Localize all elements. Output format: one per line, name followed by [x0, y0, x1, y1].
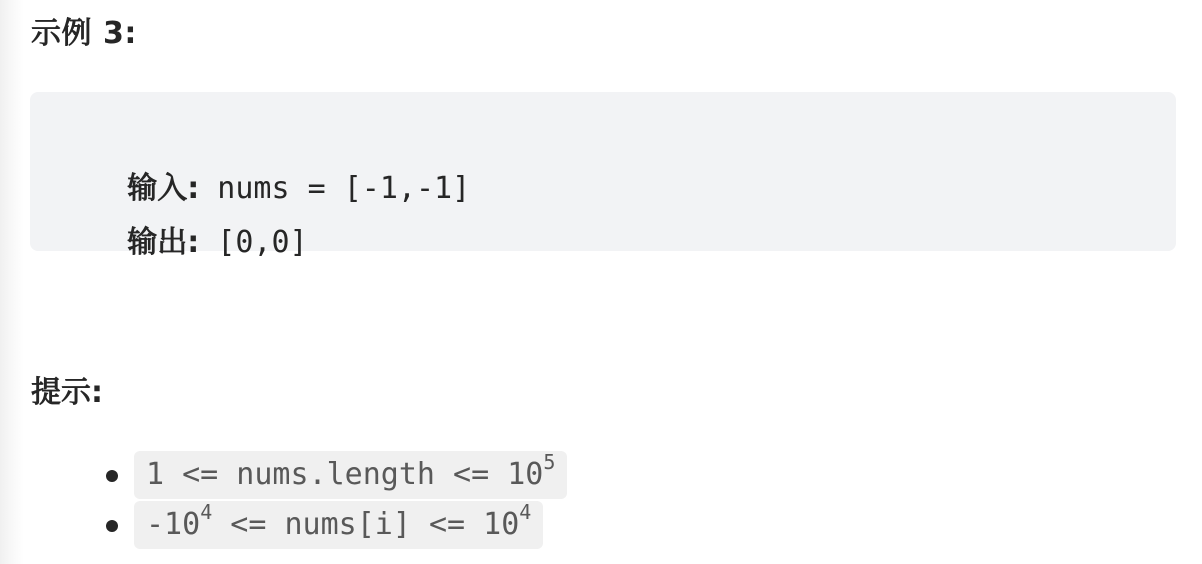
- hints-heading: 提示:: [31, 375, 103, 410]
- example-heading: 示例 3:: [31, 16, 137, 51]
- input-line: [70, 123, 471, 206]
- output-value: [0,0]: [199, 225, 308, 260]
- constraint-exponent: 5: [543, 450, 556, 474]
- output-label: 输出:: [127, 225, 200, 260]
- example-code-block: [30, 92, 1176, 260]
- bullet-icon: [106, 470, 118, 482]
- output-line: [70, 177, 308, 260]
- constraint-code: [134, 501, 543, 549]
- constraint-text: <= nums[i] <= 10: [212, 507, 520, 542]
- input-label: 输入:: [127, 171, 200, 206]
- input-value: nums = [-1,-1]: [199, 171, 471, 206]
- constraint-text: 1 <= nums.length <= 10: [146, 457, 544, 492]
- bullet-icon: [106, 520, 118, 532]
- constraint-code: [134, 451, 567, 499]
- constraint-exponent: 4: [200, 500, 213, 524]
- constraint-exponent: 4: [519, 500, 532, 524]
- constraint-text: -10: [146, 507, 201, 542]
